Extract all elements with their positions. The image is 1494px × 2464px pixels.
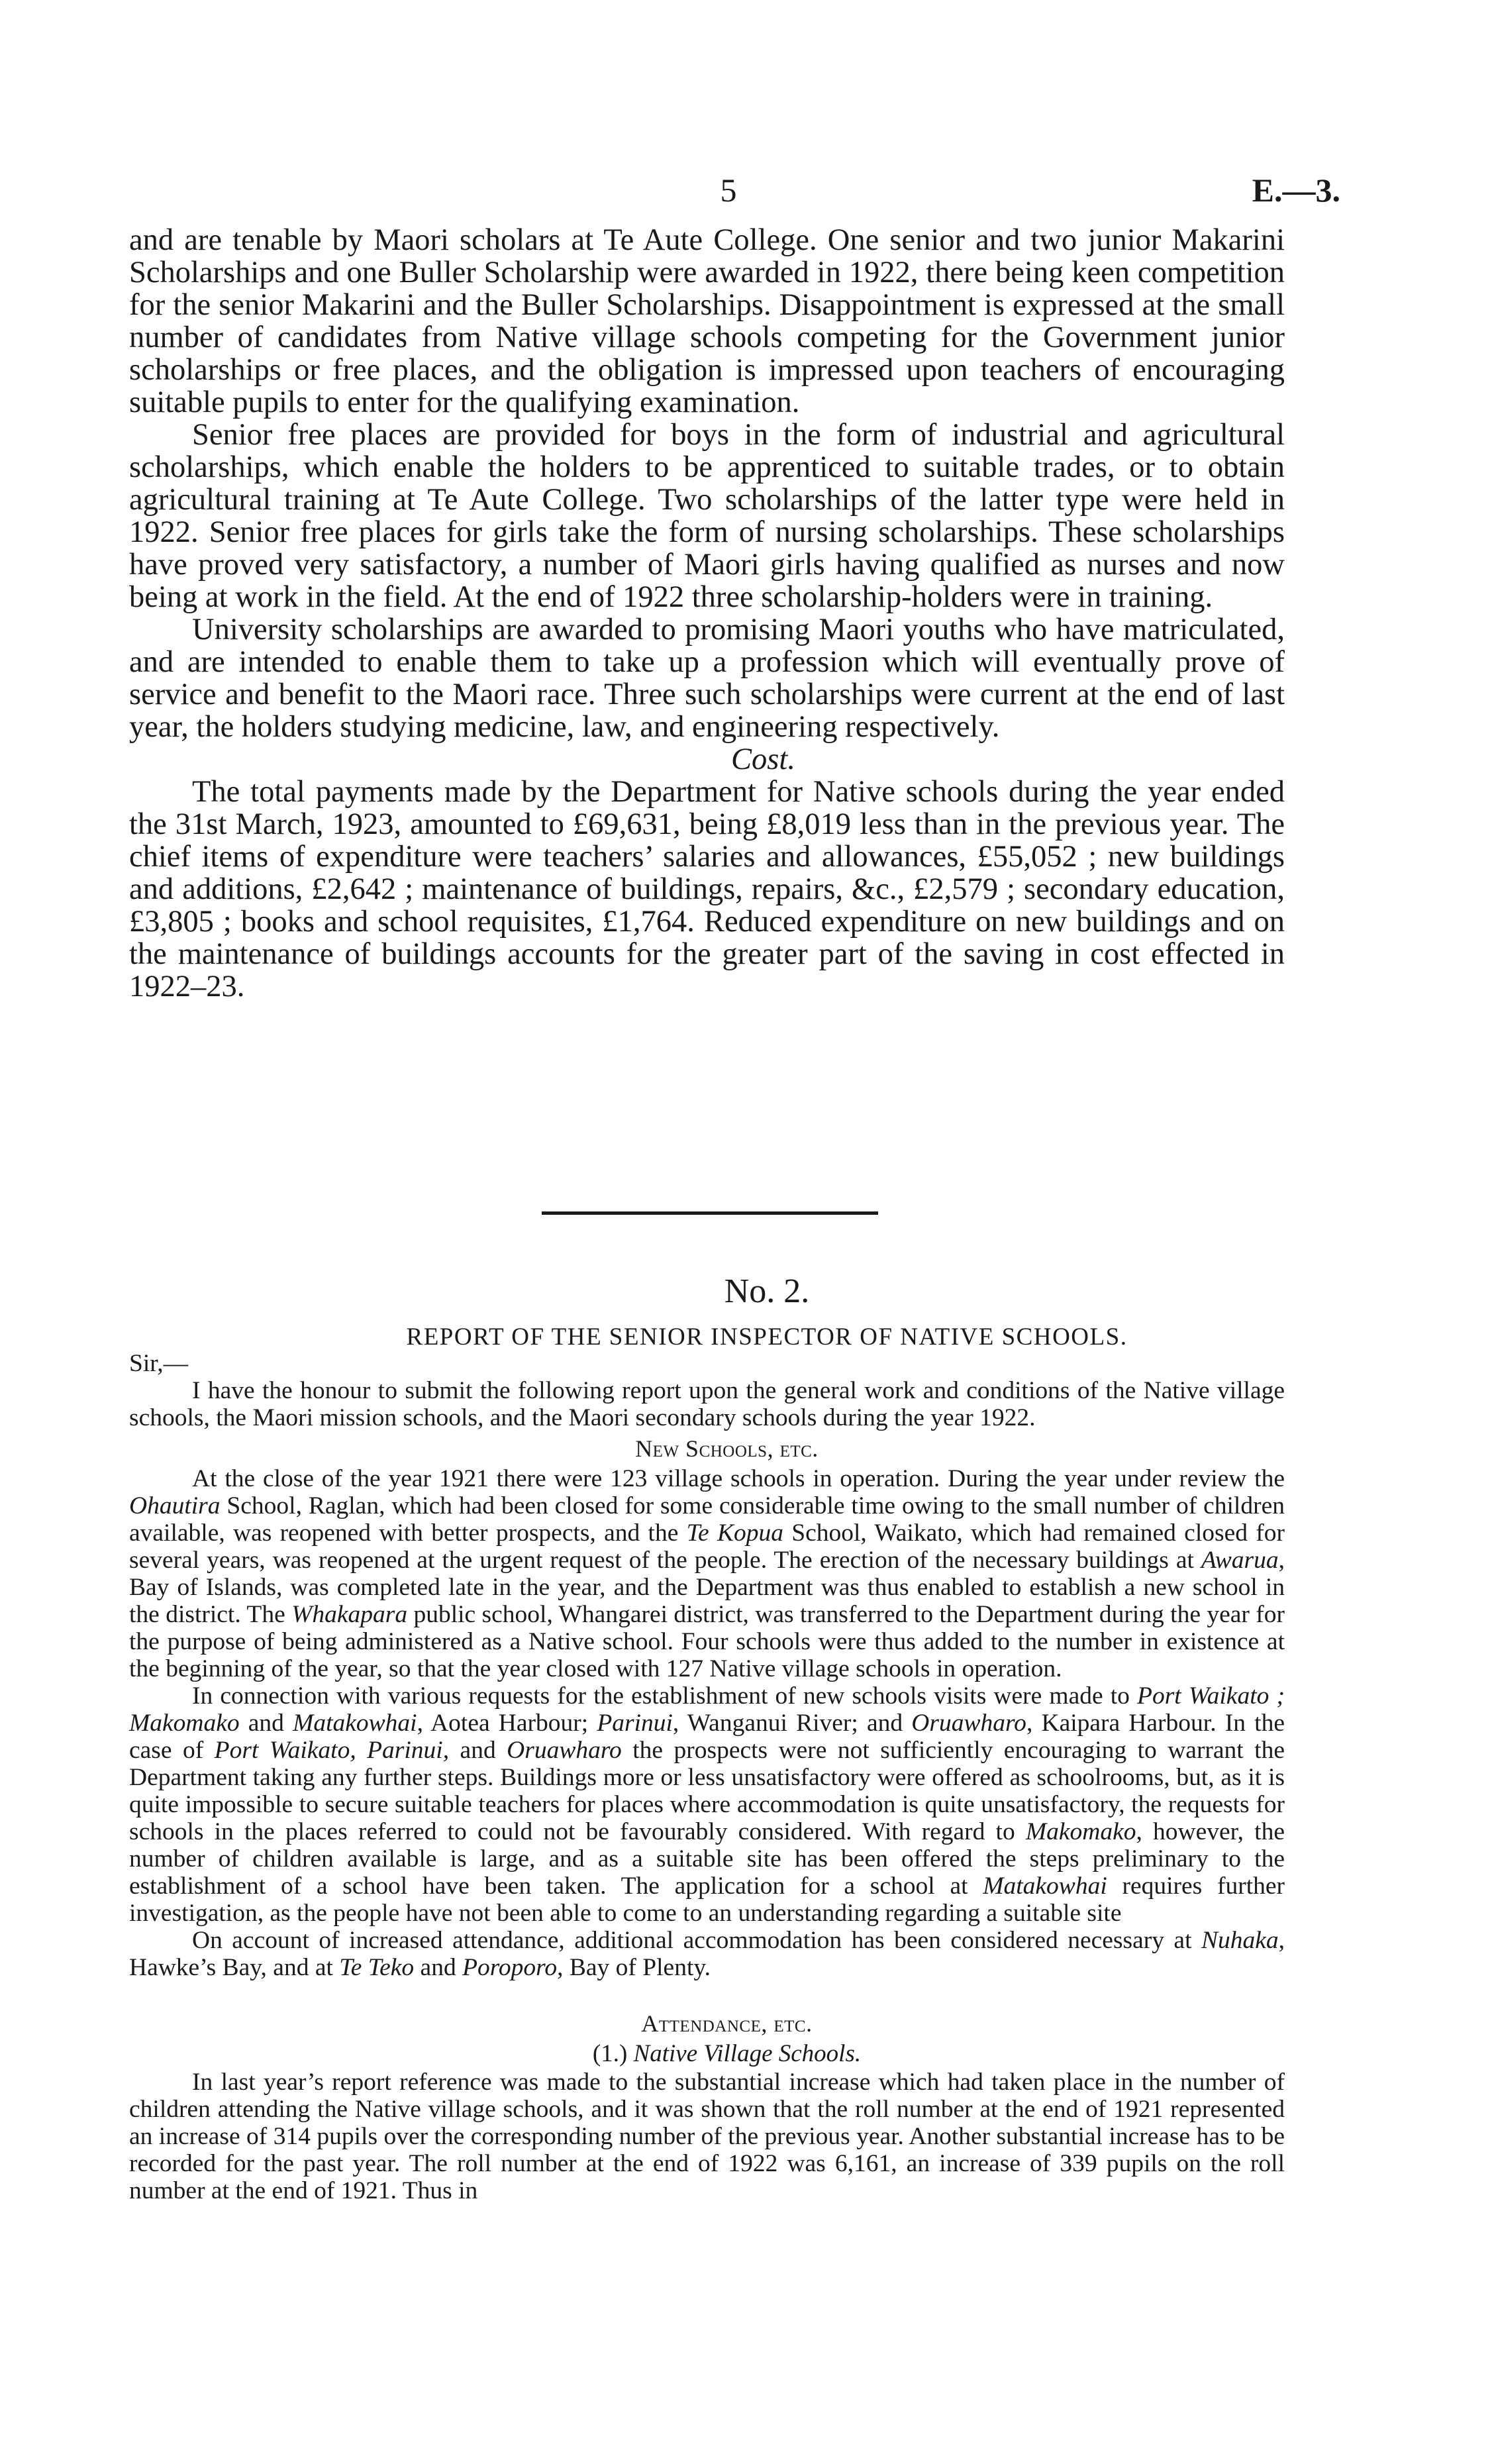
text-run: , however, the number of children available is large, and as a suitable site has been offered the steps preliminary to the establishment of a school have been taken. The application for a school at [129, 1818, 1285, 1900]
text-run: , Hawke’s Bay, and at [129, 1927, 1285, 1981]
paragraph-attendance: In last year’s report reference was made to the substantial increase which had taken place in the number of children attending the Native village schools, and it was shown that the roll number at the end of 1921 represented an increase of 314 pupils over the corresponding number of the previous year. Another substantial increase has to be recorded for the past year. The roll number at the end of 1922 was 6,161, an increase of 339 pupils on the roll number at the end of 1921. Thus in [129, 2069, 1285, 2204]
text-run: , Wanganui River; and [672, 1710, 912, 1737]
place-name: Ohautira [129, 1492, 221, 1519]
place-name: Port Waikato ; [1137, 1682, 1285, 1710]
paragraph-new-schools-1 [129, 1465, 1285, 1682]
paragraph-tenable: and are tenable by Maori scholars at Te Aute College. One senior and two junior Makarini Scholarships and one Buller Scholarship were awarded in 1922, there being keen competition for the senior Makarini and the Buller Scholarships. Disappointment is expressed at the small number of candidates from Native village schools competing for the Government junior scholarships or free places, and the obligation is impressed upon teachers of encouraging suitable pupils to enter for the qualifying examination. [129, 223, 1285, 419]
report-number: No. 2. [724, 1272, 810, 1310]
new-schools-heading: New Schools, etc. [635, 1435, 819, 1462]
text-run: School, Waikato, which had remained closed for several years, was reopened at the urgent request of the people. The erection of the necessary buildings at [129, 1519, 1285, 1574]
text-run: At the close of the year 1921 there were 123 village schools in operation. During the year under review the [192, 1465, 1285, 1492]
page-number: 5 [720, 172, 737, 209]
place-name: Poroporo [462, 1954, 558, 1981]
cost-heading: Cost. [731, 743, 795, 776]
place-name: Te Kopua [686, 1519, 783, 1547]
text-run: In connection with various requests for the establishment of new schools visits were made to [192, 1682, 1138, 1710]
paragraph-intro: I have the honour to submit the following report upon the general work and conditions of the Native village schools, the Maori mission schools, and the Maori secondary schools during the year 1922. [129, 1377, 1285, 1431]
attendance-heading: Attendance, etc. [641, 2010, 813, 2037]
paragraph-senior-free-places: Senior free places are provided for boys in the form of industrial and agricultural scholarships, which enable the holders to be apprenticed to suitable trades, or to obtain agricultural training at Te Aute College. Two scholarships of the latter type were held in 1922. Senior free places for girls take the form of nursing scholarships. These scholarships have proved very satisfactory, a number of Maori girls having qualified as nurses and now being at work in the field. At the end of 1922 three scholarship-holders were in training. [129, 418, 1285, 614]
place-name: Oruawharo [911, 1710, 1026, 1737]
heading-text: Native Village Schools. [633, 2040, 862, 2067]
place-name: Nuhaka [1201, 1927, 1279, 1954]
text-run: public school, Whangarei district, was transferred to the Department during the year for the purpose of being administered as a Native school. Four schools were thus added to the number in existence at the beginning of the year, so that the year closed with 127 Native village schools in operation. [129, 1601, 1285, 1682]
paragraph-new-schools-3 [129, 1927, 1285, 1981]
text-run: requires further investigation, as the people have not been able to come to an understanding regarding a suitable site [129, 1873, 1285, 1927]
text-run: School, Raglan, which had been closed for some considerable time owing to the small number of children available, was reopened with better prospects, and the [129, 1492, 1285, 1547]
text-run: and [239, 1710, 293, 1737]
text-run: , Bay of Plenty. [557, 1954, 711, 1981]
text-run: and [449, 1737, 507, 1764]
scholarships-section [129, 224, 1285, 1003]
text-run: and [414, 1954, 463, 1981]
text-run: , Kaipara Harbour. In the case of [129, 1710, 1285, 1764]
place-name: Matakowhai [293, 1710, 417, 1737]
place-name: Makomako [1025, 1818, 1136, 1845]
paragraph-university-scholarships: University scholarships are awarded to promising Maori youths who have matriculated, and are intended to enable them to take up a profession which will eventually prove of service and benefit to the Maori race. Three such scholarships were current at the end of last year, the holders studying medicine, law, and engineering respectively. [129, 613, 1285, 744]
place-name: Makomako [129, 1710, 240, 1737]
salutation: Sir,— [129, 1350, 189, 1377]
heading-number: (1.) [592, 2040, 628, 2067]
place-name: Oruawharo [507, 1737, 622, 1764]
place-name: Awarua [1201, 1547, 1279, 1574]
paragraph-cost: The total payments made by the Department for Native schools during the year ended the 31st March, 1923, amounted to £69,631, being £8,019 less than in the previous year. The chief items of expenditure were teachers’ salaries and allowances, £55,052 ; new buildings and additions, £2,642 ; maintenance of buildings, repairs, &c., £2,579 ; secondary education, £3,805 ; books and school requisites, £1,764. Reduced expenditure on new buildings and on the maintenance of buildings accounts for the greater part of the saving in cost effected in 1922–23. [129, 775, 1285, 1003]
place-name: Matakowhai [983, 1873, 1107, 1900]
text-run: the prospects were not sufficiently encouraging to warrant the Department taking any further steps. Buildings more or less unsatisfactory were offered as schoolrooms, but, as it is quite impossible to secure suitable teachers for places where accommodation is quite unsatisfactory, the requests for schools in the places referred to could not be favourably considered. With regard to [129, 1737, 1285, 1845]
text-run: On account of increased attendance, additional accommodation has been considered necessary at [192, 1927, 1201, 1954]
document-reference: E.—3. [1252, 172, 1340, 209]
section-divider [542, 1211, 878, 1215]
text-run: , Aotea Harbour; [417, 1710, 597, 1737]
text-run: , Bay of Islands, was completed late in the year, and the Department was thus enabled to establish a new school in the district. The [129, 1547, 1285, 1628]
place-name: Whakapara [291, 1601, 408, 1628]
place-name: Port Waikato, Parinui, [214, 1737, 450, 1764]
place-name: Te Teko [339, 1954, 415, 1981]
paragraph-new-schools-2 [129, 1682, 1285, 1927]
place-name: Parinui [597, 1710, 673, 1737]
village-schools-heading [129, 2040, 1285, 2067]
report-body [129, 1350, 1285, 2204]
spacer [129, 1981, 1285, 2006]
report-title: REPORT OF THE SENIOR INSPECTOR OF NATIVE SCHOOLS. [406, 1323, 1128, 1351]
